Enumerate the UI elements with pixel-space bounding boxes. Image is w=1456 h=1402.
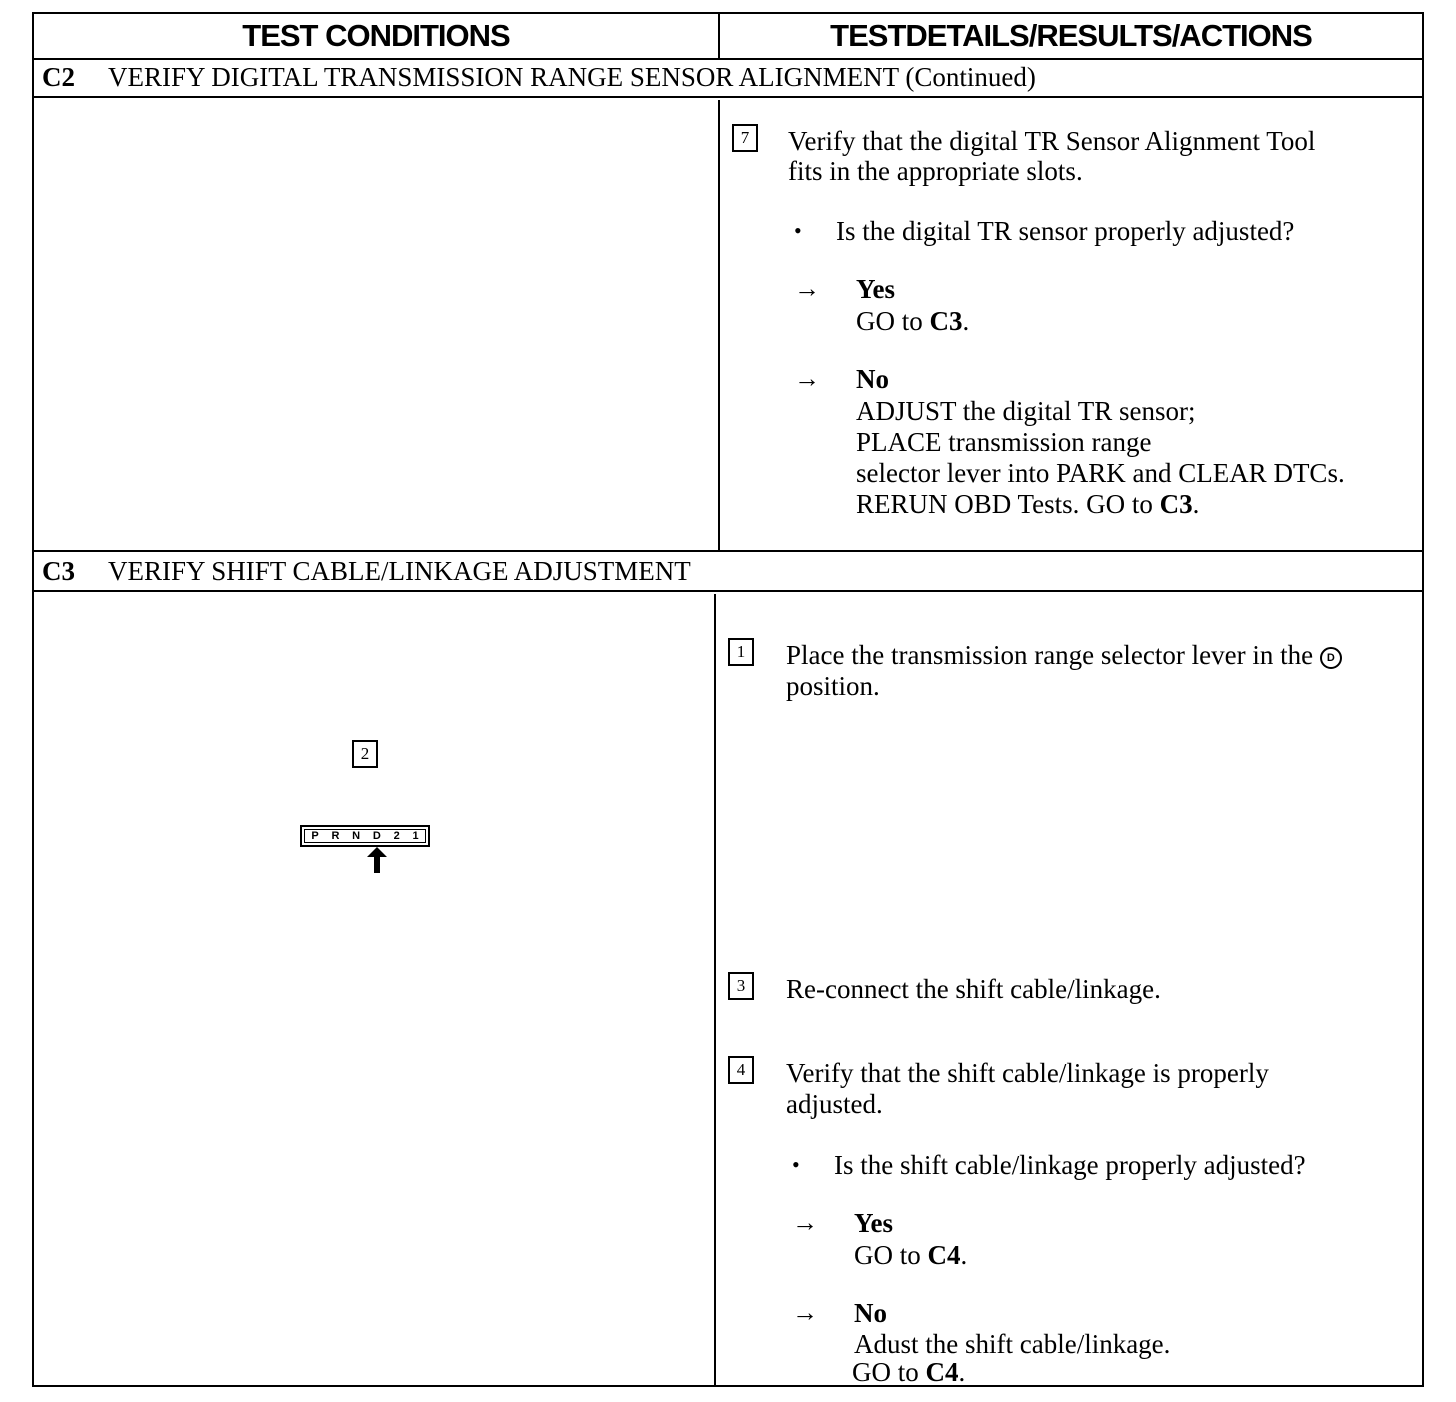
yes-label: Yes — [856, 274, 895, 304]
yes-action-end: . — [962, 306, 970, 336]
gear-position-r: R — [331, 830, 340, 842]
column-divider — [718, 100, 720, 550]
section-title: VERIFY SHIFT CABLE/LINKAGE ADJUSTMENT — [108, 555, 691, 586]
no-label: No — [854, 1298, 887, 1328]
step-text — [786, 640, 1342, 671]
gear-position-1: 1 — [412, 830, 419, 842]
arrow-up-icon — [367, 847, 387, 873]
step-text: fits in the appropriate slots. — [788, 156, 1083, 186]
no-action-line — [852, 1357, 965, 1388]
step-text: Verify that the shift cable/linkage is properly — [786, 1058, 1269, 1088]
step-text: Re-connect the shift cable/linkage. — [786, 974, 1161, 1004]
no-action-end: . — [1192, 489, 1200, 519]
step-text: adjusted. — [786, 1089, 883, 1119]
no-action-text: GO to — [852, 1357, 926, 1387]
no-action-line: PLACE transmission range — [856, 427, 1152, 457]
step-number-box: 1 — [728, 638, 754, 666]
diagnostic-table — [32, 12, 1424, 1387]
bullet: • — [792, 1152, 800, 1177]
gear-position-n: N — [352, 830, 361, 842]
gear-selector-indicator — [300, 825, 430, 847]
bullet: • — [794, 218, 802, 243]
step-text: position. — [786, 671, 880, 701]
yes-action-end: . — [960, 1240, 968, 1270]
yes-action — [856, 306, 969, 337]
section-c3-body — [34, 594, 1422, 1385]
no-action-line: selector lever into PARK and CLEAR DTCs. — [856, 458, 1345, 488]
no-action-end: . — [958, 1357, 966, 1387]
table-header — [34, 14, 1422, 60]
arrow-icon: → — [794, 364, 820, 393]
gear-position-2: 2 — [393, 830, 400, 842]
yes-action-text: GO to — [856, 306, 930, 336]
no-label: No — [856, 364, 889, 394]
section-title: VERIFY DIGITAL TRANSMISSION RANGE SENSOR ALIGNMENT (Continued) — [108, 61, 1036, 92]
column-divider — [714, 594, 716, 1385]
arrow-icon: → — [794, 274, 820, 303]
no-action-line: ADJUST the digital TR sensor; — [856, 396, 1196, 426]
header-test-conditions: TEST CONDITIONS — [34, 14, 720, 58]
gear-position-d: D — [372, 830, 381, 842]
section-c2-title — [34, 58, 1422, 98]
no-target-link[interactable]: C3 — [1159, 489, 1193, 519]
yes-action — [854, 1240, 967, 1271]
step-text-part: Place the transmission range selector lever in the — [786, 640, 1314, 670]
yes-target-link[interactable]: C4 — [927, 1240, 961, 1270]
question-text: Is the digital TR sensor properly adjusted? — [836, 216, 1295, 246]
indicator-inner-border — [304, 829, 426, 843]
yes-action-text: GO to — [854, 1240, 928, 1270]
no-action-line: Adust the shift cable/linkage. — [854, 1329, 1171, 1359]
header-test-details: TESTDETAILS/RESULTS/ACTIONS — [830, 18, 1312, 53]
section-c3-title — [34, 552, 1422, 592]
question-text: Is the shift cable/linkage properly adjusted? — [834, 1150, 1306, 1180]
drive-position-circle-icon: D — [1320, 647, 1342, 669]
step-text: Verify that the digital TR Sensor Alignment Tool — [788, 126, 1316, 156]
section-code: C3 — [42, 555, 75, 586]
yes-target-link[interactable]: C3 — [929, 306, 963, 336]
no-action-text: RERUN OBD Tests. GO to — [856, 489, 1160, 519]
section-c2-body — [34, 100, 1422, 552]
gear-position-p: P — [311, 830, 319, 842]
arrow-icon: → — [792, 1208, 818, 1237]
no-action-line — [856, 489, 1199, 520]
step-number-box: 3 — [728, 972, 754, 1000]
arrow-icon: → — [792, 1298, 818, 1327]
step-number-box: 2 — [352, 740, 378, 768]
yes-label: Yes — [854, 1208, 893, 1238]
step-number-box: 7 — [732, 124, 758, 152]
section-code: C2 — [42, 61, 75, 92]
step-number-box: 4 — [728, 1056, 754, 1084]
no-target-link[interactable]: C4 — [925, 1357, 959, 1387]
